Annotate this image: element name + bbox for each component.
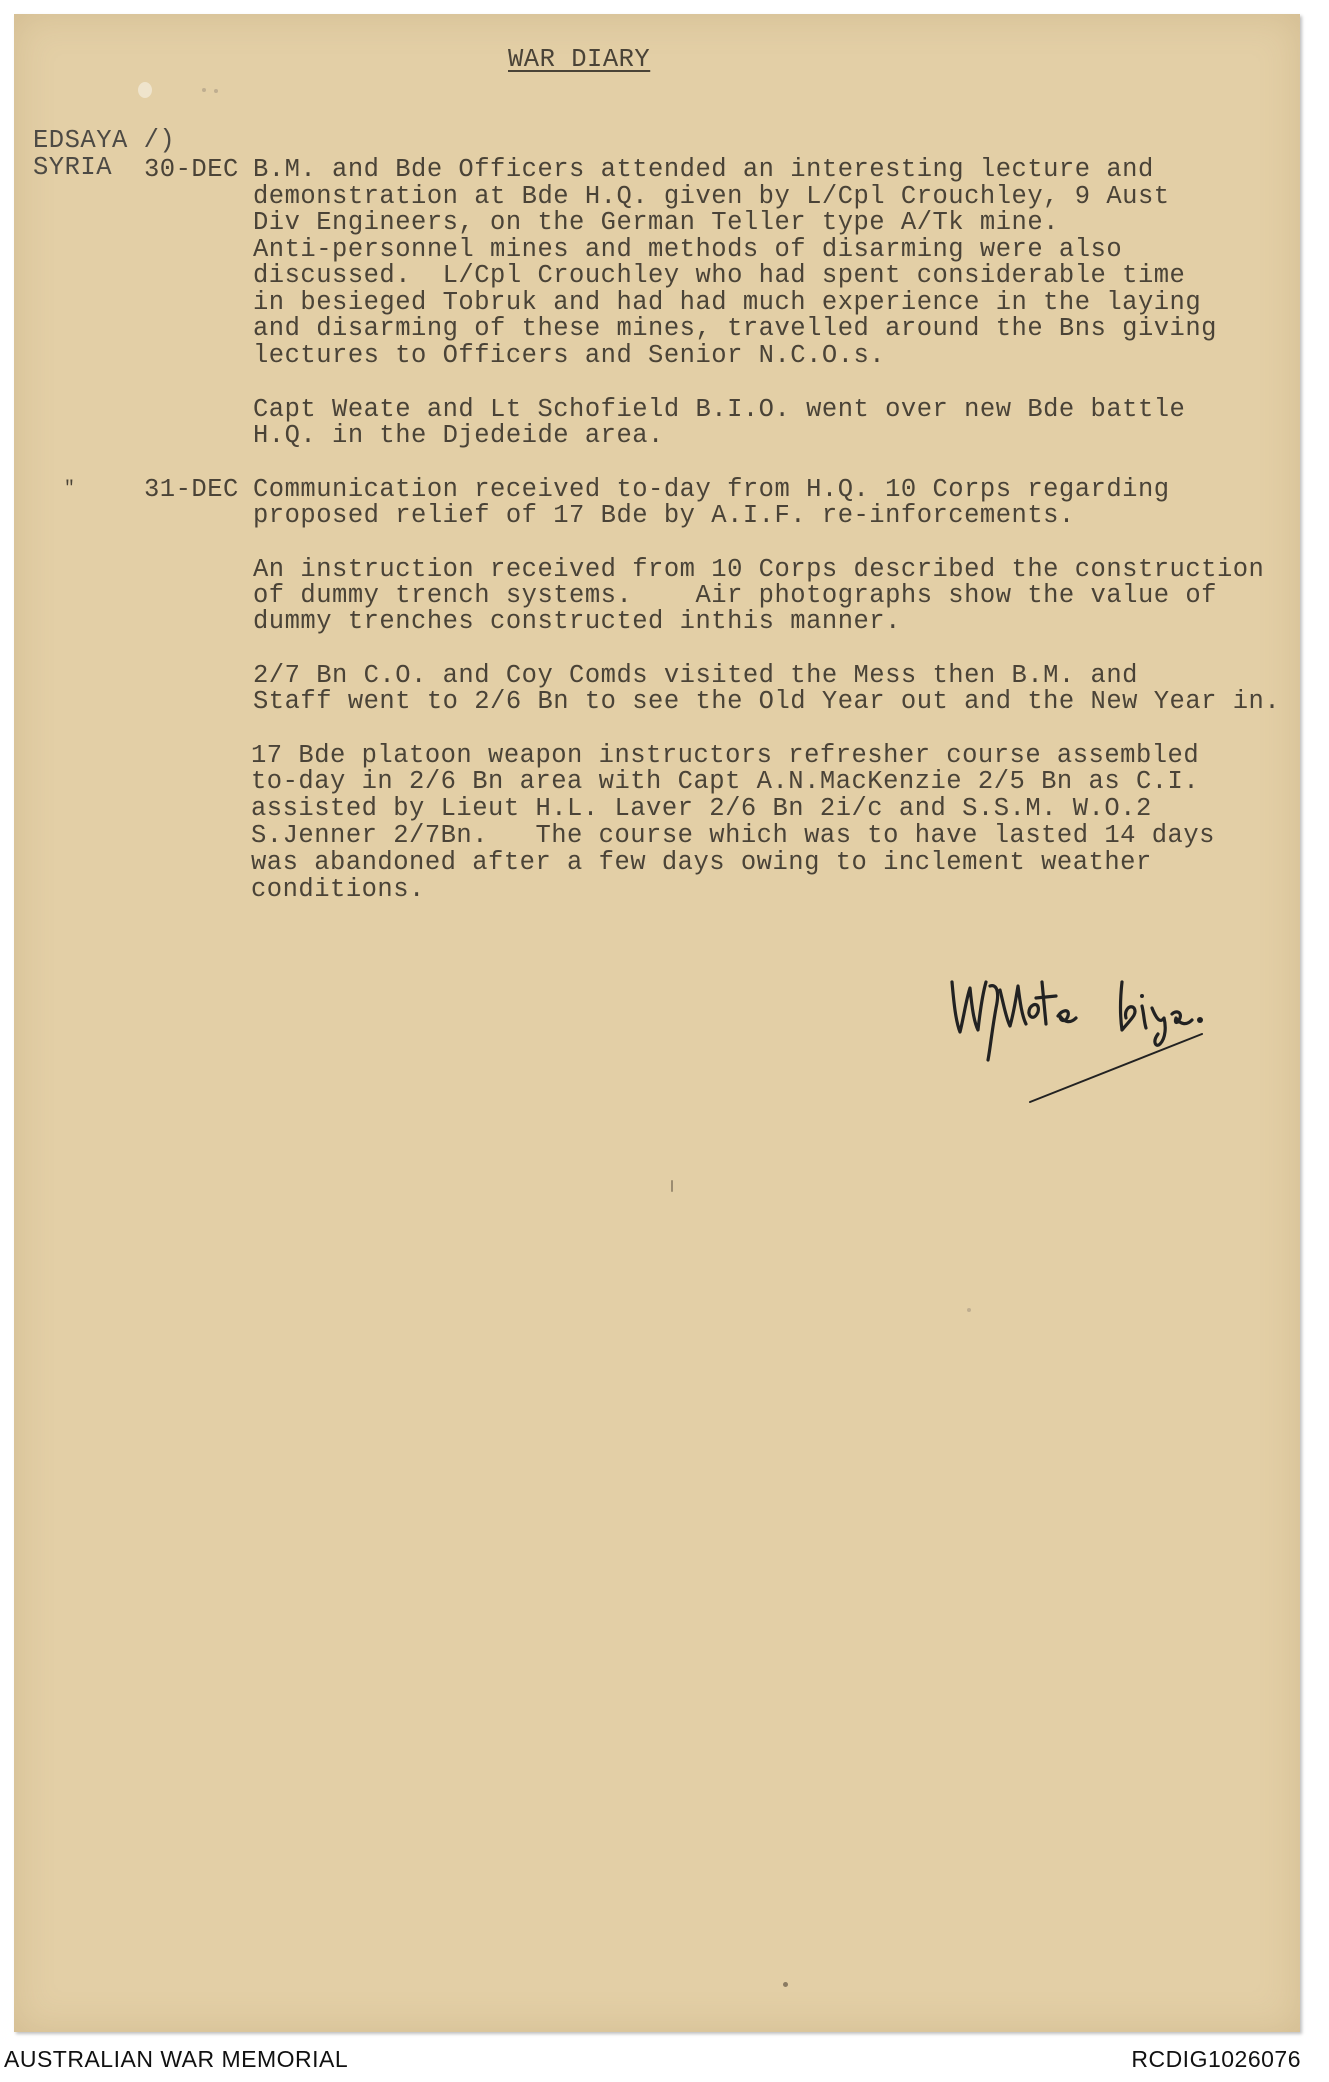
page-title: WAR DIARY [508, 45, 651, 74]
paper-mark [214, 89, 218, 93]
entry-line: proposed relief of 17 Bde by A.I.F. re-inforcements. [253, 501, 1075, 530]
paper-mark [671, 1180, 673, 1192]
paper-mark [202, 88, 206, 92]
entry-date: 30-DEC [144, 155, 239, 184]
footer-reference: RCDIG1026076 [1131, 2046, 1301, 2072]
entry-date: 31-DEC [144, 475, 239, 504]
entry-line: Capt Weate and Lt Schofield B.I.O. went over new Bde battle [253, 395, 1186, 424]
entry-line: conditions. [251, 875, 425, 904]
entry-line: demonstration at Bde H.Q. given by L/Cpl Crouchley, 9 Aust [253, 182, 1170, 211]
paper-mark [967, 1308, 971, 1312]
paper-mark [783, 1982, 788, 1987]
footer-institution: AUSTRALIAN WAR MEMORIAL [4, 2046, 349, 2072]
entry-line: Communication received to-day from H.Q. 10 Corps regarding [253, 475, 1170, 504]
entry-line: discussed. L/Cpl Crouchley who had spent considerable time [253, 261, 1186, 290]
entry-line: was abandoned after a few days owing to inclement weather [251, 848, 1152, 877]
ditto-mark: " [64, 479, 76, 499]
entry-line: and disarming of these mines, travelled around the Bns giving [253, 314, 1217, 343]
entry-line: of dummy trench systems. Air photographs show the value of [253, 581, 1217, 610]
entry-line: Div Engineers, on the German Teller type A/Tk mine. [253, 208, 1059, 237]
entry-line: assisted by Lieut H.L. Laver 2/6 Bn 2i/c and S.S.M. W.O.2 [251, 794, 1152, 823]
entry-line: An instruction received from 10 Corps described the construction [253, 555, 1265, 584]
entry-line: dummy trenches constructed inthis manner. [253, 607, 901, 636]
location-line: SYRIA [33, 153, 113, 182]
entry-line: Anti-personnel mines and methods of disarming were also [253, 235, 1123, 264]
entry-line: in besieged Tobruk and had had much experience in the laying [253, 288, 1202, 317]
entry-line: 17 Bde platoon weapon instructors refresher course assembled [251, 741, 1200, 770]
entry-line: lectures to Officers and Senior N.C.O.s. [253, 341, 886, 370]
entry-line: B.M. and Bde Officers attended an interesting lecture and [253, 155, 1154, 184]
entry-line: Staff went to 2/6 Bn to see the Old Year out and the New Year in. [253, 687, 1281, 716]
entry-line: to-day in 2/6 Bn area with Capt A.N.MacKenzie 2/5 Bn as C.I. [251, 767, 1200, 796]
signature [930, 960, 1230, 1120]
paper-mark [138, 82, 152, 98]
entry-line: H.Q. in the Djedeide area. [253, 421, 664, 450]
entry-line: 2/7 Bn C.O. and Coy Comds visited the Mess then B.M. and [253, 661, 1138, 690]
entry-line: S.Jenner 2/7Bn. The course which was to have lasted 14 days [251, 821, 1215, 850]
location-line: EDSAYA /) [33, 126, 176, 155]
